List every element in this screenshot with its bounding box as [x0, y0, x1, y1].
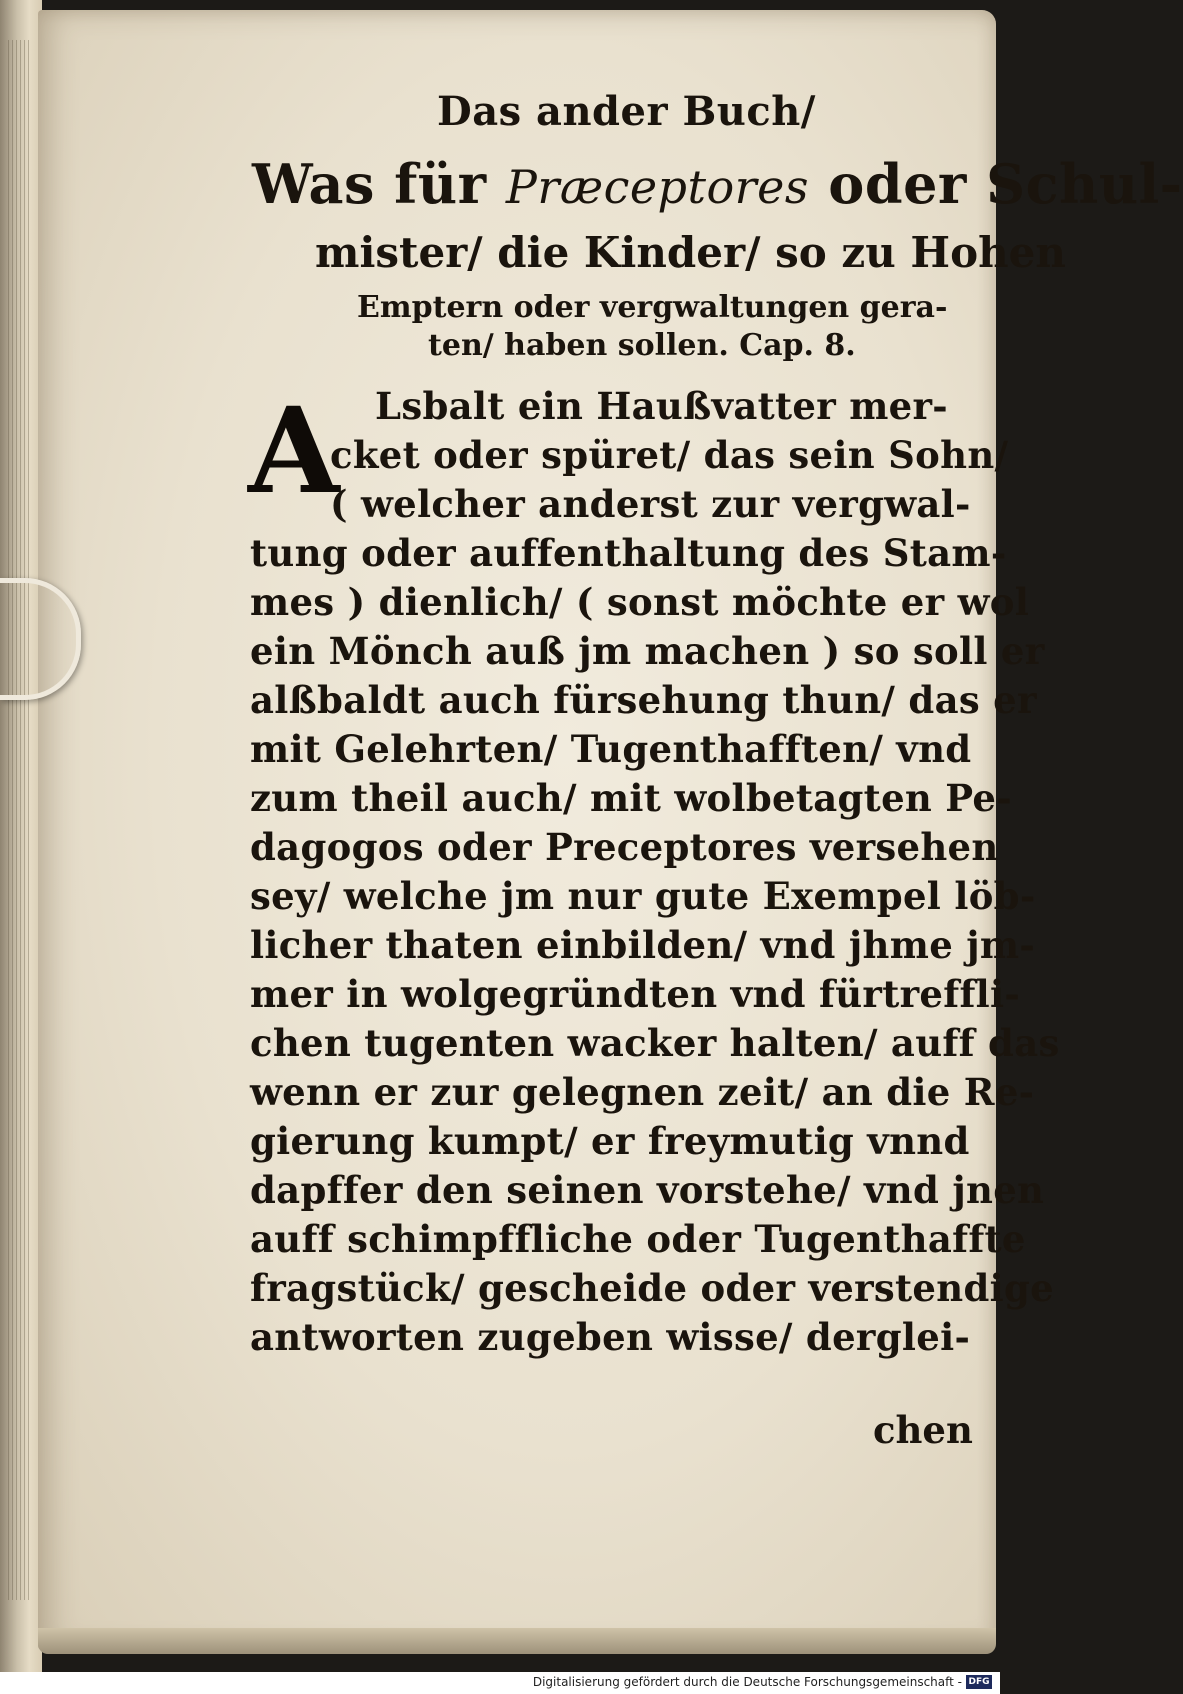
- body-line: cket oder spüret/ das sein Sohn/: [330, 433, 1009, 477]
- chapter-title-line-1: [252, 152, 1183, 216]
- title-latin-word: Præceptores: [505, 160, 809, 214]
- page-bottom-edge: [38, 1628, 996, 1654]
- decorated-initial: A: [248, 381, 340, 520]
- body-line: Lsbalt ein Haußvatter mer-: [375, 384, 948, 428]
- running-head: Das ander Buch/: [437, 88, 816, 135]
- body-line: ( welcher anderst zur vergwal-: [330, 482, 971, 526]
- chapter-title-line-3: Emptern oder vergwaltungen gera-: [357, 290, 948, 325]
- catchword: chen: [873, 1408, 973, 1452]
- body-line: gierung kumpt/ er freymutig vnnd: [250, 1119, 970, 1163]
- body-line: dapffer den seinen vorstehe/ vnd jnen: [250, 1168, 1045, 1212]
- funding-credit: Digitalisierung gefördert durch die Deutsche Forschungsgemeinschaft -: [532, 1675, 962, 1689]
- body-line: mer in wolgegründten vnd fürtreffli-: [250, 972, 1021, 1016]
- book-fore-edge: [0, 0, 42, 1694]
- title-text: oder Schul-: [809, 152, 1183, 216]
- body-line: auff schimpffliche oder Tugenthaffte: [250, 1217, 1026, 1261]
- title-text: Was für: [252, 152, 506, 216]
- body-line: wenn er zur gelegnen zeit/ an die Re-: [250, 1070, 1035, 1114]
- body-line: mit Gelehrten/ Tugenthafften/ vnd: [250, 727, 972, 771]
- body-line: mes ) dienlich/ ( sonst möchte er wol: [250, 580, 1030, 624]
- body-line: chen tugenten wacker halten/ auff das: [250, 1021, 1060, 1065]
- body-line: sey/ welche jm nur gute Exempel löb-: [250, 874, 1036, 918]
- body-line: licher thaten einbilden/ vnd jhme jm-: [250, 923, 1036, 967]
- body-line: fragstück/ gescheide oder verstendige: [250, 1266, 1054, 1310]
- body-line: dagogos oder Preceptores versehen: [250, 825, 999, 869]
- body-line: ein Mönch auß jm machen ) so soll er: [250, 629, 1045, 673]
- body-line: alßbaldt auch fürsehung thun/ das er: [250, 678, 1037, 722]
- chapter-title-line-4: ten/ haben sollen. Cap. 8.: [428, 328, 856, 363]
- body-line: tung oder auffenthaltung des Stam-: [250, 531, 1007, 575]
- body-line: zum theil auch/ mit wolbetagten Pe-: [250, 776, 1012, 820]
- page-edge-lines: [8, 40, 32, 1600]
- chapter-title-line-2: mister/ die Kinder/ so zu Hohen: [315, 228, 1066, 277]
- dfg-logo: DFG: [966, 1675, 992, 1689]
- digitization-footer: [0, 1672, 1000, 1694]
- body-line: antworten zugeben wisse/ derglei-: [250, 1315, 971, 1359]
